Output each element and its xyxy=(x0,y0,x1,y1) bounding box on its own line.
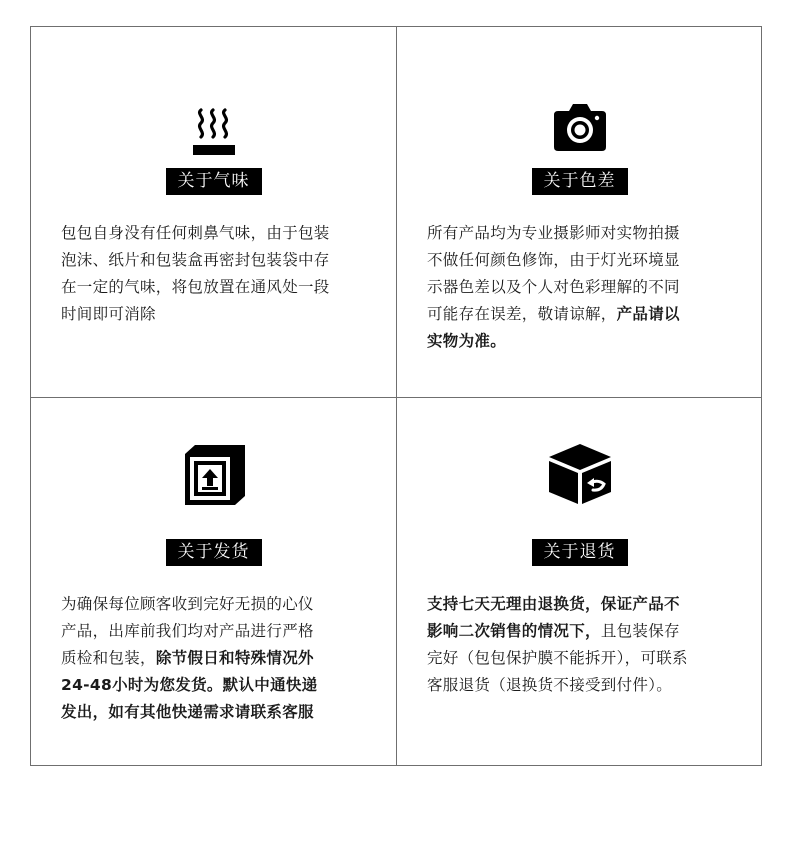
bold-text: 产品请以 xyxy=(616,305,680,323)
camera-icon xyxy=(552,101,608,153)
card-body-line xyxy=(61,672,379,699)
card-body xyxy=(61,220,379,328)
card-body-line xyxy=(427,645,745,672)
bold-text: 24-48小时为您发货。默认中通快递 xyxy=(61,676,318,694)
card-body-line xyxy=(427,220,745,247)
body-text: 包包自身没有任何刺鼻气味，由于包装 xyxy=(61,224,330,242)
card-body xyxy=(427,220,745,355)
body-text: 客服退货（退换货不接受到付件）。 xyxy=(427,676,673,694)
card-body-line xyxy=(427,328,745,355)
card-body-line xyxy=(61,645,379,672)
card-color-difference xyxy=(397,27,762,397)
card-title: 关于气味 xyxy=(166,168,262,195)
body-text: 完好（包包保护膜不能拆开），可联系 xyxy=(427,649,688,667)
steam-odor-icon xyxy=(191,107,237,157)
body-text: 质检和包装， xyxy=(61,649,156,667)
card-body xyxy=(61,591,379,726)
card-body-line xyxy=(427,247,745,274)
card-body-line xyxy=(427,591,745,618)
card-body-line xyxy=(427,618,745,645)
bold-text: 实物为准。 xyxy=(427,332,507,350)
body-text: 且包装保存 xyxy=(600,622,680,640)
bold-text: 除节假日和特殊情况外 xyxy=(155,649,314,667)
body-text: 泡沫、纸片和包装盒再密封包装袋中存 xyxy=(61,251,330,269)
card-body-line xyxy=(61,618,379,645)
card-body xyxy=(427,591,745,699)
card-returns xyxy=(397,398,762,768)
body-text: 时间即可消除 xyxy=(61,305,156,323)
bold-text: 影响二次销售的情况下， xyxy=(427,622,601,640)
body-text: 示器色差以及个人对色彩理解的不同 xyxy=(427,278,680,296)
card-body-line xyxy=(61,220,379,247)
body-text: 产品，出库前我们均对产品进行严格 xyxy=(61,622,314,640)
card-body-line xyxy=(61,699,379,726)
body-text: 为确保每位顾客收到完好无损的心仪 xyxy=(61,595,314,613)
card-body-line xyxy=(61,247,379,274)
card-body-line xyxy=(61,301,379,328)
info-grid xyxy=(30,26,762,766)
card-title: 关于发货 xyxy=(166,539,262,566)
bold-text: 发出，如有其他快递需求请联系客服 xyxy=(61,703,314,721)
body-text: 可能存在误差，敬请谅解， xyxy=(427,305,617,323)
card-title: 关于退货 xyxy=(532,539,628,566)
card-body-line xyxy=(427,274,745,301)
card-shipping xyxy=(31,398,396,768)
return-box-icon xyxy=(545,442,615,506)
body-text: 在一定的气味，将包放置在通风处一段 xyxy=(61,278,330,296)
card-body-line xyxy=(61,591,379,618)
shipping-box-icon xyxy=(181,442,247,508)
card-body-line xyxy=(61,274,379,301)
card-body-line xyxy=(427,301,745,328)
bold-text: 支持七天无理由退换货，保证产品不 xyxy=(427,595,680,613)
card-title: 关于色差 xyxy=(532,168,628,195)
card-odor xyxy=(31,27,396,397)
body-text: 所有产品均为专业摄影师对实物拍摄 xyxy=(427,224,680,242)
card-body-line xyxy=(427,672,745,699)
body-text: 不做任何颜色修饰，由于灯光环境显 xyxy=(427,251,680,269)
